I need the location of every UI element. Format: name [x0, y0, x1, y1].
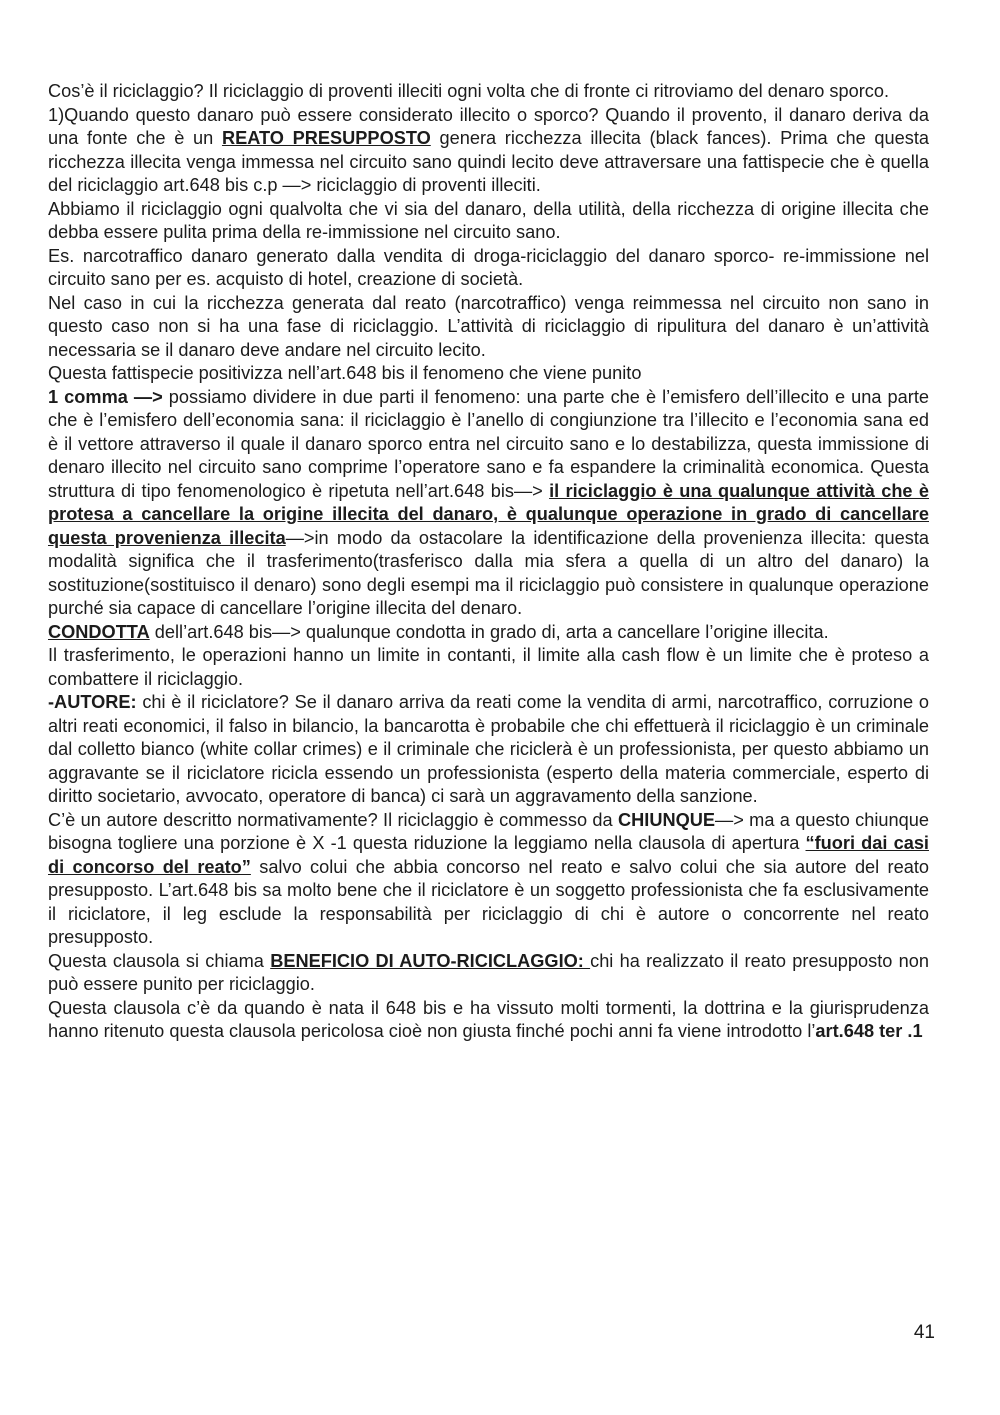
paragraph-circuito-non-sano: Nel caso in cui la ricchezza generata dal reato (narcotraffico) venga reimmessa nel circuito non sano in questo caso non si ha una fase di riciclaggio. L’attività di riciclaggio di ripulitura del danaro è un’attività necessaria se il danaro deve andare nel circuito lecito.	[48, 292, 929, 360]
term-comma-1: 1 comma —>	[48, 386, 163, 407]
term-reato-presupposto: REATO PRESUPPOSTO	[221, 128, 431, 148]
term-autore: -AUTORE:	[48, 692, 137, 712]
paragraph-comma-1: 1 comma —> possiamo dividere in due parti il fenomeno: una parte che è l’emisfero dell’illecito e una parte che è l’emisfero dell’economia sana: il riciclaggio è l’anello di congiunzione tra l’illecito e l’economia sana ed è il vettore attraverso il quale il danaro sporco entra nel circuito sano e lo destabilizza, questa immissione di denaro illecito nel circuito sano comprime l’operatore sano e fa espandere la criminalità economica. Questa struttura di tipo fenomenologico è ripetuta nell’art.648 bis—> il riciclaggio è una qualunque attività che è protesa a cancellare la origine illecita del danaro, è qualunque operazione in grado di cancellare questa provenienza illecita—>in modo da ostacolare la identificazione della provenienza illecita: questa modalità significa che il trasferimento(trasferisco dalla mia sfera a quella di un altro del danaro) la sostituzione(sostituisco il denaro) sono degli esempi ma il riciclaggio può consistere in qualunque operazione purché sia capace di cancellare l’origine illecita del denaro.	[48, 386, 929, 618]
definition-riciclaggio: il riciclaggio è una qualunque attività che è protesa a cancellare la origine illecita del danaro, è qualunque operazione in grado di cancellare questa provenienza illecita	[48, 480, 929, 548]
paragraph-definition: Cos’è il riciclaggio? Il riciclaggio di proventi illeciti ogni volta che di fronte ci ritroviamo del denaro sporco.	[48, 81, 890, 101]
term-art-648-ter: art.648 ter .1	[815, 1021, 923, 1041]
term-beneficio-auto-riciclaggio: BENEFICIO DI AUTO-RICICLAGGIO:	[270, 950, 591, 971]
paragraph-fattispecie: Questa fattispecie positivizza nell’art.648 bis il fenomeno che viene punito	[48, 363, 642, 383]
term-condotta: CONDOTTA	[48, 621, 150, 642]
term-clausola-apertura: “fuori dai casi di concorso del reato”	[48, 833, 929, 877]
paragraph-autore: -AUTORE: chi è il riciclatore? Se il danaro arriva da reati come la vendita di armi, narcotraffico, corruzione o altri reati economici, il falso in bilancio, la bancarotta è probabile che chi effettuerà il riciclaggio è un criminale dal colletto bianco (white collar crimes) e il criminale che riciclerà è un professionista, per questo abbiamo un aggravante se il riciclatore ricicla essendo un professionista (esperto della materia commerciale, esperto di diritto societario, avvocato, operatore di banca) ci sarà un aggravamento della sanzione.	[48, 692, 929, 806]
paragraph-648-ter: Questa clausola c’è da quando è nata il 648 bis e ha vissuto molti tormenti, la dottrina e la giurisprudenza hanno ritenuto questa clausola pericolosa cioè non giusta finché pochi anni fa viene introdotto l’art.648 ter .1	[48, 997, 929, 1041]
page-number: 41	[913, 1322, 935, 1343]
paragraph-chiunque: C’è un autore descritto normativamente? Il riciclaggio è commesso da CHIUNQUE—> ma a questo chiunque bisogna togliere una porzione è X -1 questa riduzione la leggiamo nella clausola di apertura “fuori dai casi di concorso del reato” salvo colui che abbia concorso nel reato e salvo colui che sia autore del reato presupposto. L’art.648 bis sa molto bene che il riciclatore è un soggetto professionista che fa esclusivamente il riciclatore, il leg esclude la responsabilità per riciclaggio di chi è autore o concorrente nel reato presupposto.	[48, 809, 930, 947]
paragraph-trasferimento: Il trasferimento, le operazioni hanno un limite in contanti, il limite alla cash flow è un limite che è proteso a combattere il riciclaggio.	[48, 645, 929, 689]
paragraph-reato-presupposto: 1)Quando questo danaro può essere considerato illecito o sporco? Quando il provento, il danaro deriva da una fonte che è un REATO PRESUPPOSTO genera ricchezza illecita (black fances). Prima che questa ricchezza illecita venga immessa nel circuito sano quindi lecito deve attraversare una fattispecie che è quella del riciclaggio art.648 bis c.p —> riciclaggio di proventi illeciti.	[48, 104, 929, 195]
paragraph-condotta: CONDOTTA dell’art.648 bis—> qualunque condotta in grado di, arta a cancellare l’origine illecita.	[48, 621, 829, 642]
paragraph-esempio: Es. narcotraffico danaro generato dalla vendita di droga-riciclaggio del danaro sporco- re-immissione nel circuito sano per es. acquisto di hotel, creazione di società.	[48, 245, 929, 289]
term-chiunque: CHIUNQUE	[618, 809, 716, 830]
paragraph-qualvolta: Abbiamo il riciclaggio ogni qualvolta che vi sia del danaro, della utilità, della ricchezza di origine illecita che debba essere pulita prima della re-immissione nel circuito sano.	[48, 198, 929, 242]
body-text	[48, 80, 929, 1044]
paragraph-beneficio: Questa clausola si chiama BENEFICIO DI AUTO-RICICLAGGIO: chi ha realizzato il reato presupposto non può essere punito per riciclaggio.	[48, 950, 929, 994]
